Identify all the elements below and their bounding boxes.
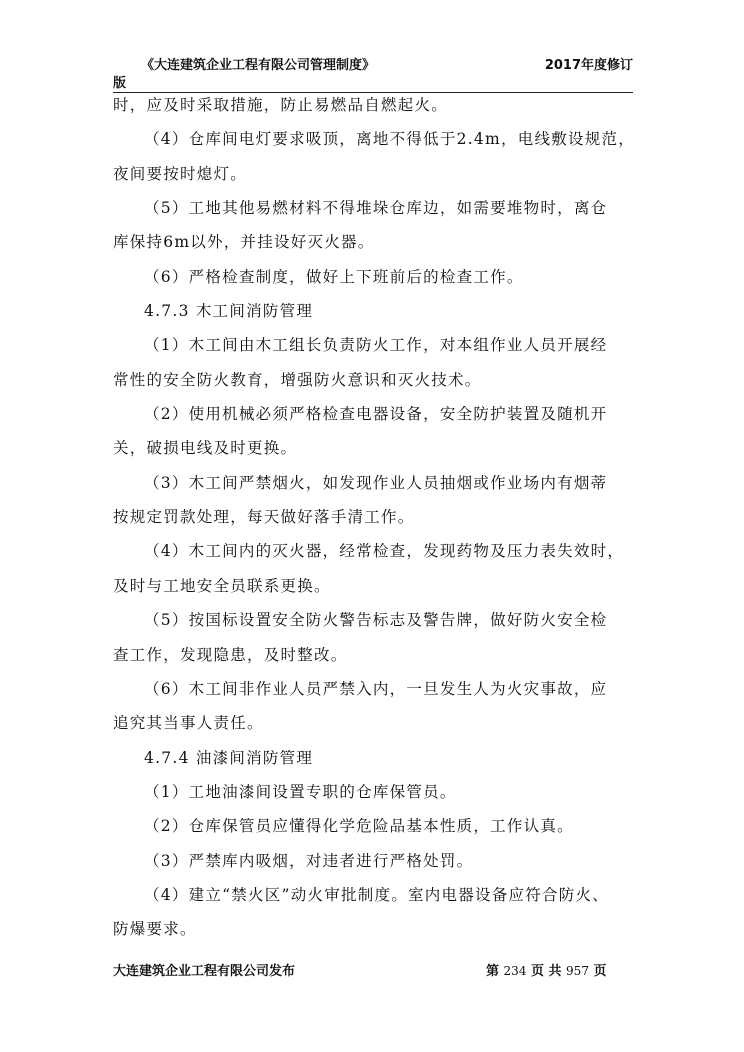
- text-line: （5）工地其他易燃材料不得堆垛仓库边，如需要堆物时，离仓: [144, 199, 608, 218]
- text-line: （2）使用机械必须严格检查电器设备，安全防护装置及随机开: [144, 405, 608, 424]
- text-line: 常性的安全防火教育，增强防火意识和灭火技术。: [113, 370, 482, 389]
- document-title: 《大连建筑企业工程有限公司管理制度》: [141, 58, 376, 73]
- page-prefix: 第: [486, 964, 500, 979]
- page-total: 957: [566, 964, 589, 978]
- page-current: 234: [503, 964, 527, 978]
- text-line: （4）仓库间电灯要求吸顶，离地不得低于2.4m，电线敷设规范，: [144, 130, 635, 149]
- text-line: （3）木工间严禁烟火，如发现作业人员抽烟或作业场内有烟蒂: [144, 473, 608, 492]
- page-suffix: 页: [593, 964, 607, 979]
- text-line: 时，应及时采取措施，防止易燃品自燃起火。: [113, 96, 449, 114]
- text-line: 按规定罚款处理，每天做好落手清工作。: [113, 508, 415, 527]
- text-line: 库保持6m以外，并挂设好灭火器。: [113, 233, 375, 252]
- text-line: （1）工地油漆间设置专职的仓库保管员。: [144, 782, 457, 801]
- text-line: （2）仓库保管员应懂得化学危险品基本性质，工作认真。: [144, 817, 574, 836]
- text-line: 关，破损电线及时更换。: [113, 439, 298, 458]
- text-line: 防爆要求。: [113, 920, 197, 939]
- publisher-label: 大连建筑企业工程有限公司发布: [113, 964, 296, 979]
- text-line: 查工作，发现隐患，及时整改。: [113, 645, 348, 664]
- page-counter: [486, 960, 607, 979]
- text-line: （4）建立“禁火区”动火审批制度。室内电器设备应符合防火、: [144, 885, 609, 904]
- section-heading: 4.7.4 油漆间消防管理: [144, 748, 314, 767]
- text-line: （3）严禁库内吸烟，对违者进行严格处罚。: [144, 851, 474, 870]
- text-line: 夜间要按时熄灯。: [113, 164, 248, 183]
- section-heading: 4.7.3 木工间消防管理: [144, 302, 314, 321]
- edition-label-wrap: 版: [113, 76, 127, 91]
- page-header: [113, 52, 633, 93]
- text-line: 追究其当事人责任。: [113, 714, 264, 733]
- text-line: （6）严格检查制度，做好上下班前后的检查工作。: [144, 267, 524, 286]
- text-line: 及时与工地安全员联系更换。: [113, 576, 331, 595]
- text-line: （6）木工间非作业人员严禁入内，一旦发生人为火灾事故，应: [144, 679, 608, 698]
- text-line: （1）木工间由木工组长负责防火工作，对本组作业人员开展经: [144, 336, 608, 355]
- text-line: （4）木工间内的灭火器，经常检查，发现药物及压力表失效时，: [144, 542, 625, 561]
- text-line: （5）按国标设置安全防火警告标志及警告牌，做好防火安全检: [144, 611, 608, 630]
- page-mid: 页 共: [530, 964, 562, 979]
- edition-label: 2017年度修订: [544, 58, 633, 73]
- document-body: [113, 88, 633, 947]
